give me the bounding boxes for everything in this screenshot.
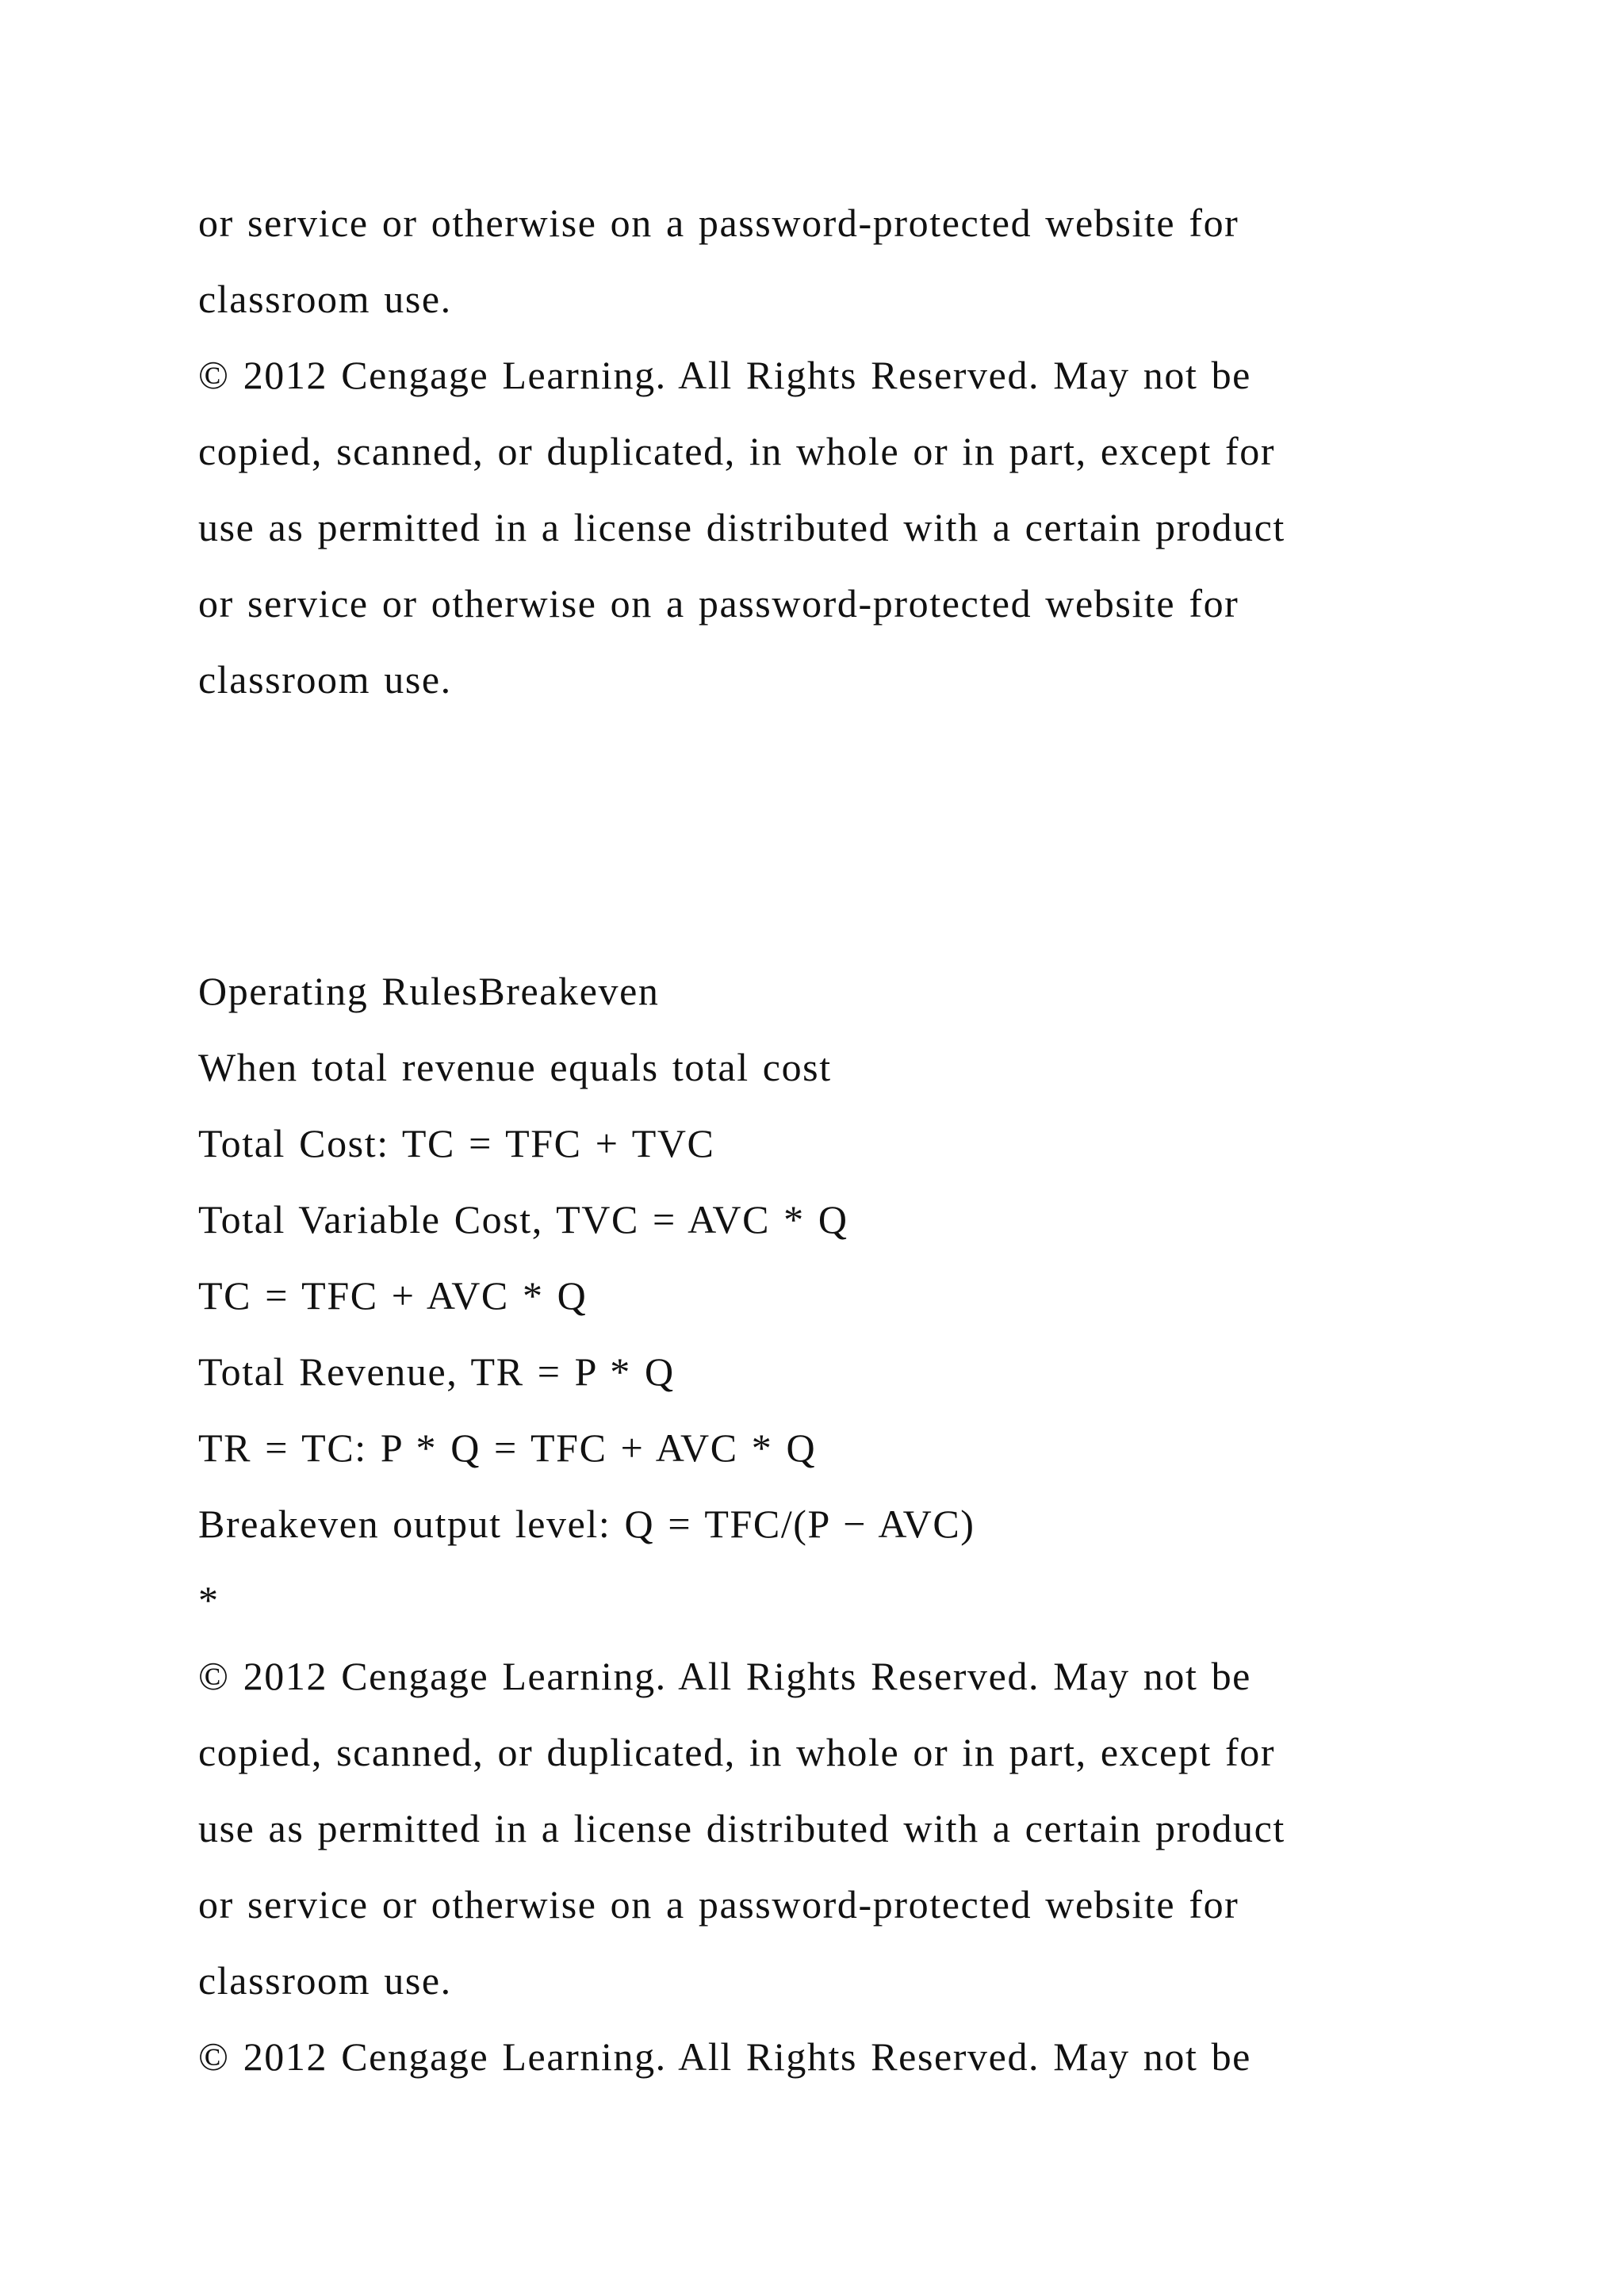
formula-line: Total Revenue, TR = P * Q bbox=[198, 1349, 675, 1394]
text-line: classroom use. bbox=[198, 277, 452, 321]
formula-line: Total Cost: TC = TFC + TVC bbox=[198, 1121, 715, 1165]
text-line: © 2012 Cengage Learning. All Rights Reserved. May not be bbox=[198, 2034, 1251, 2079]
formula-line: Breakeven output level: Q = TFC/(P − AVC) bbox=[198, 1502, 975, 1546]
text-line: copied, scanned, or duplicated, in whole or in part, except for bbox=[198, 1730, 1276, 1774]
text-line: use as permitted in a license distributed with a certain product bbox=[198, 505, 1285, 549]
text-line: © 2012 Cengage Learning. All Rights Reserved. May not be bbox=[198, 353, 1251, 397]
breakeven-text-block bbox=[198, 953, 1546, 2095]
text-line: or service or otherwise on a password-protected website for bbox=[198, 1882, 1239, 1927]
formula-line: TC = TFC + AVC * Q bbox=[198, 1273, 588, 1318]
copyright-text-block bbox=[198, 185, 1546, 718]
text-line: © 2012 Cengage Learning. All Rights Reserved. May not be bbox=[198, 1654, 1251, 1698]
text-line: When total revenue equals total cost bbox=[198, 1045, 832, 1089]
text-line: copied, scanned, or duplicated, in whole or in part, except for bbox=[198, 429, 1276, 473]
formula-line: Total Variable Cost, TVC = AVC * Q bbox=[198, 1197, 848, 1242]
text-line: classroom use. bbox=[198, 1958, 452, 2003]
formula-line: TR = TC: P * Q = TFC + AVC * Q bbox=[198, 1425, 817, 1470]
asterisk-marker: * bbox=[198, 1578, 220, 1622]
text-line: or service or otherwise on a password-protected website for bbox=[198, 581, 1239, 626]
text-line: classroom use. bbox=[198, 657, 452, 702]
section-heading: Operating RulesBreakeven bbox=[198, 969, 660, 1013]
text-line: or service or otherwise on a password-protected website for bbox=[198, 201, 1239, 245]
text-line: use as permitted in a license distributed with a certain product bbox=[198, 1806, 1285, 1850]
